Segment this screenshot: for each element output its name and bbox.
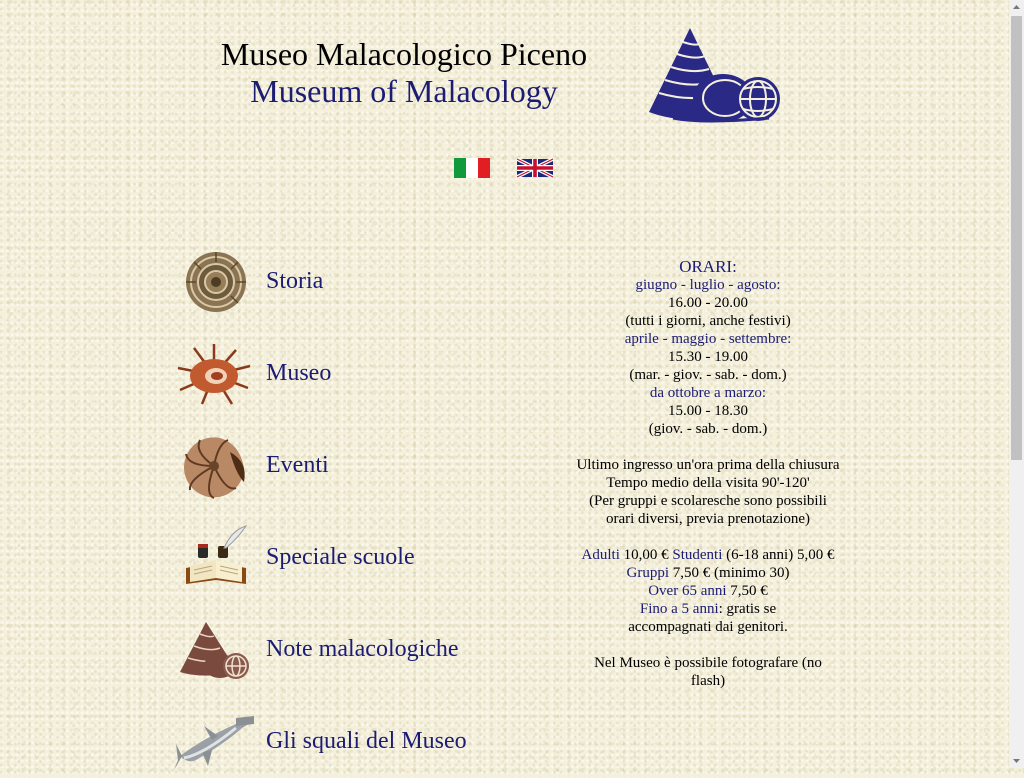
- kids-text-line-2: accompagnati dai genitori.: [628, 619, 788, 635]
- kids-text-1: : gratis se: [718, 601, 777, 617]
- vertical-scrollbar[interactable]: [1009, 0, 1024, 768]
- italian-flag-icon[interactable]: [454, 158, 490, 178]
- period-summer-label: giugno - luglio - agosto:: [635, 277, 781, 293]
- period-winter-days: (giov. - sab. - dom.): [648, 421, 768, 437]
- groups-note-line-1: (Per gruppi e scolaresche sono possibili: [589, 493, 827, 509]
- gruppi-label: Gruppi: [626, 565, 670, 581]
- book-quill-icon: [174, 524, 254, 594]
- museum-logo-icon: [645, 24, 785, 126]
- nav-label-speciale-scuole[interactable]: Speciale scuole: [266, 544, 415, 570]
- over65-price: 7,50 €: [730, 583, 768, 599]
- period-summer-hours: 16.00 - 20.00: [668, 295, 748, 311]
- over65-label: Over 65 anni: [648, 583, 727, 599]
- nav-item-speciale-scuole[interactable]: [170, 524, 500, 594]
- nav-item-storia[interactable]: [170, 248, 500, 318]
- nav-label-eventi[interactable]: Eventi: [266, 452, 329, 478]
- page-title-it: Museo Malacologico Piceno: [220, 36, 588, 72]
- trochus-shell-globe-icon: [174, 616, 254, 686]
- nav-label-gli-squali-del-museo[interactable]: Gli squali del Museo: [266, 728, 467, 754]
- ammonite-icon: [174, 248, 254, 318]
- nautilus-icon: [174, 432, 254, 502]
- nav-item-note-malacologiche[interactable]: [170, 616, 500, 686]
- adulti-label: Adulti: [581, 547, 620, 563]
- nav-item-museo[interactable]: [170, 340, 500, 410]
- photo-note-line-1: Nel Museo è possibile fotografare (no: [594, 655, 822, 671]
- period-spring-label: aprile - maggio - settembre:: [624, 331, 792, 347]
- scroll-down-arrow-icon[interactable]: [1009, 753, 1024, 768]
- photo-note-line-2: flash): [690, 673, 726, 689]
- gruppi-price: 7,50 € (minimo 30): [672, 565, 790, 581]
- opening-hours-panel: [555, 258, 861, 690]
- price-line-kids: [555, 600, 861, 618]
- average-visit-text: Tempo medio della visita 90'-120': [606, 475, 810, 491]
- studenti-label: Studenti: [672, 547, 723, 563]
- studenti-price: (6-18 anni) 5,00 €: [726, 547, 835, 563]
- price-line-gruppi: [555, 564, 861, 582]
- kids-label: Fino a 5 anni: [639, 601, 719, 617]
- adulti-price: 10,00 €: [623, 547, 669, 563]
- nav-label-note-malacologiche[interactable]: Note malacologiche: [266, 636, 459, 662]
- murex-shell-icon: [174, 340, 254, 410]
- period-spring-days: (mar. - giov. - sab. - dom.): [629, 367, 787, 383]
- nav-label-museo[interactable]: Museo: [266, 360, 332, 386]
- period-spring-hours: 15.30 - 19.00: [668, 349, 748, 365]
- groups-note-line-2: orari diversi, previa prenotazione): [605, 511, 811, 527]
- period-summer-days: (tutti i giorni, anche festivi): [625, 313, 791, 329]
- page-title-en: Museum of Malacology: [250, 73, 558, 109]
- scroll-up-arrow-icon[interactable]: [1009, 0, 1024, 15]
- price-line-over65: [555, 582, 861, 600]
- nav-label-storia[interactable]: Storia: [266, 268, 324, 294]
- price-line-adulti-studenti: [555, 546, 861, 564]
- uk-flag-icon[interactable]: [517, 158, 553, 178]
- scrollbar-thumb[interactable]: [1011, 16, 1022, 460]
- period-winter-hours: 15.00 - 18.30: [668, 403, 748, 419]
- last-entry-text: Ultimo ingresso un'ora prima della chiusura: [576, 457, 840, 473]
- period-winter-label: da ottobre a marzo:: [649, 385, 767, 401]
- orari-heading: ORARI:: [679, 257, 737, 276]
- nav-item-eventi[interactable]: [170, 432, 500, 502]
